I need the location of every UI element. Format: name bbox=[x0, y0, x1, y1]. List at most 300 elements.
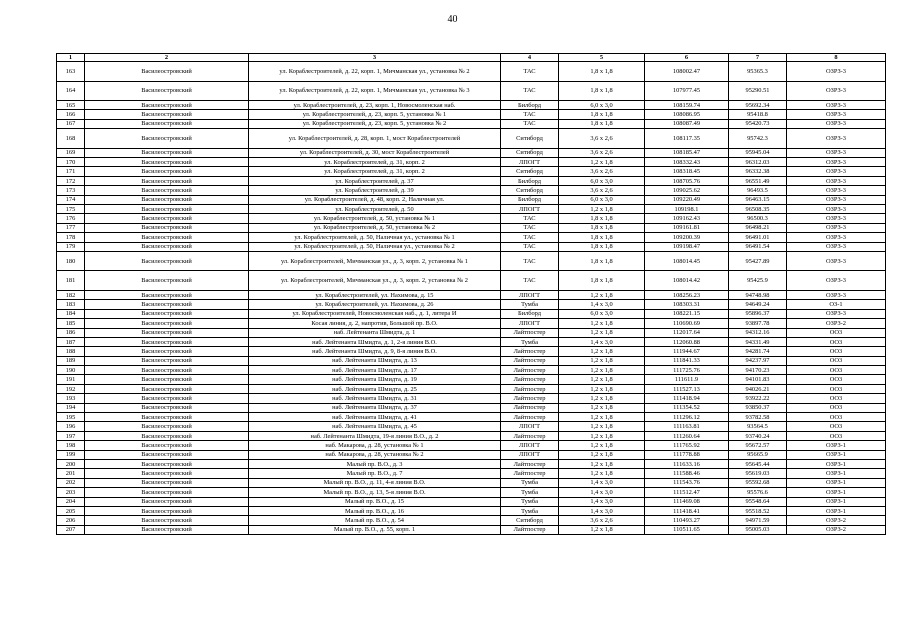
table-row bbox=[57, 148, 886, 157]
district-cell: Василеостровский bbox=[85, 337, 249, 346]
zone-cell: ОЗРЗ-1 bbox=[787, 478, 886, 487]
row-number: 188 bbox=[57, 347, 85, 356]
size-cell: 6,0 x 3,0 bbox=[559, 195, 645, 204]
address-cell: наб. Лейтенанта Шмидта, д. 37 bbox=[249, 403, 501, 412]
coordinate-y-cell: 95420.73 bbox=[729, 119, 787, 128]
coordinate-y-cell: 95548.64 bbox=[729, 497, 787, 506]
district-cell: Василеостровский bbox=[85, 403, 249, 412]
size-cell: 1,8 x 1,8 bbox=[559, 110, 645, 119]
coordinate-x-cell: 111163.81 bbox=[645, 422, 729, 431]
size-cell: 3,6 x 2,6 bbox=[559, 148, 645, 157]
coordinate-x-cell: 108221.15 bbox=[645, 309, 729, 318]
construction-type-cell: Билборд bbox=[501, 309, 559, 318]
row-number: 203 bbox=[57, 488, 85, 497]
district-cell: Василеостровский bbox=[85, 478, 249, 487]
construction-type-cell: Тумба bbox=[501, 506, 559, 515]
coordinate-y-cell: 95742.3 bbox=[729, 129, 787, 149]
address-cell: наб. Лейтенанта Шмидта, д. 13 bbox=[249, 356, 501, 365]
construction-type-cell: Лайтпостер bbox=[501, 366, 559, 375]
construction-type-cell: ТАС bbox=[501, 119, 559, 128]
zone-cell: ОЗРЗ-1 bbox=[787, 441, 886, 450]
construction-type-cell: Лайтпостер bbox=[501, 384, 559, 393]
row-number: 195 bbox=[57, 413, 85, 422]
coordinate-x-cell: 108159.74 bbox=[645, 101, 729, 110]
col-header: 2 bbox=[85, 54, 249, 62]
coordinate-y-cell: 95518.52 bbox=[729, 506, 787, 515]
construction-type-cell: Тумба bbox=[501, 488, 559, 497]
coordinate-x-cell: 109198.1 bbox=[645, 205, 729, 214]
size-cell: 1,2 x 1,8 bbox=[559, 319, 645, 328]
address-cell: ул. Кораблестроителей, д. 39 bbox=[249, 186, 501, 195]
district-cell: Василеостровский bbox=[85, 271, 249, 291]
row-number: 202 bbox=[57, 478, 85, 487]
zone-cell: ОЗРЗ-3 bbox=[787, 158, 886, 167]
size-cell: 1,2 x 1,8 bbox=[559, 460, 645, 469]
row-number: 199 bbox=[57, 450, 85, 459]
table-row bbox=[57, 62, 886, 82]
construction-type-cell: Билборд bbox=[501, 195, 559, 204]
coordinate-x-cell: 111296.12 bbox=[645, 413, 729, 422]
coordinate-x-cell: 111633.16 bbox=[645, 460, 729, 469]
address-cell: ул. Кораблестроителей, д. 48, корп. 2, Наличная ул. bbox=[249, 195, 501, 204]
row-number: 192 bbox=[57, 384, 85, 393]
coordinate-x-cell: 108117.35 bbox=[645, 129, 729, 149]
construction-type-cell: Лайтпостер bbox=[501, 525, 559, 534]
zone-cell: ОЗРЗ-3 bbox=[787, 167, 886, 176]
coordinate-y-cell: 96312.03 bbox=[729, 158, 787, 167]
row-number: 169 bbox=[57, 148, 85, 157]
table-row bbox=[57, 366, 886, 375]
coordinate-x-cell: 111418.94 bbox=[645, 394, 729, 403]
size-cell: 1,4 x 3,0 bbox=[559, 300, 645, 309]
district-cell: Василеостровский bbox=[85, 460, 249, 469]
table-row bbox=[57, 251, 886, 271]
row-number: 165 bbox=[57, 101, 85, 110]
coordinate-y-cell: 94649.24 bbox=[729, 300, 787, 309]
address-cell: Малый пр. В.О., д. 13, 5-я линия В.О. bbox=[249, 488, 501, 497]
coordinate-y-cell: 96332.38 bbox=[729, 167, 787, 176]
coordinate-x-cell: 109161.81 bbox=[645, 223, 729, 232]
coordinate-y-cell: 95672.57 bbox=[729, 441, 787, 450]
district-cell: Василеостровский bbox=[85, 101, 249, 110]
coordinate-y-cell: 96493.5 bbox=[729, 186, 787, 195]
coordinate-x-cell: 109220.49 bbox=[645, 195, 729, 204]
row-number: 173 bbox=[57, 186, 85, 195]
zone-cell: ОЗРЗ-3 bbox=[787, 81, 886, 101]
address-cell: ул. Кораблестроителей, д. 31, корп. 2 bbox=[249, 167, 501, 176]
row-number: 163 bbox=[57, 62, 85, 82]
size-cell: 1,8 x 1,8 bbox=[559, 233, 645, 242]
col-header: 7 bbox=[729, 54, 787, 62]
zone-cell: ОО3 bbox=[787, 394, 886, 403]
table-row bbox=[57, 300, 886, 309]
address-cell: Малый пр. В.О., д. 55, корп. 1 bbox=[249, 525, 501, 534]
table-row bbox=[57, 319, 886, 328]
coordinate-y-cell: 95005.03 bbox=[729, 525, 787, 534]
table-row bbox=[57, 110, 886, 119]
col-header: 8 bbox=[787, 54, 886, 62]
district-cell: Василеостровский bbox=[85, 488, 249, 497]
district-cell: Василеостровский bbox=[85, 214, 249, 223]
size-cell: 1,2 x 1,8 bbox=[559, 403, 645, 412]
row-number: 164 bbox=[57, 81, 85, 101]
zone-cell: ОЗРЗ-1 bbox=[787, 469, 886, 478]
coordinate-y-cell: 93850.37 bbox=[729, 403, 787, 412]
size-cell: 1,8 x 1,8 bbox=[559, 81, 645, 101]
district-cell: Василеостровский bbox=[85, 205, 249, 214]
zone-cell: ОЗРЗ-1 bbox=[787, 450, 886, 459]
construction-type-cell: Тумба bbox=[501, 337, 559, 346]
address-cell: ул. Кораблестроителей, д. 50 bbox=[249, 205, 501, 214]
district-cell: Василеостровский bbox=[85, 251, 249, 271]
table-row bbox=[57, 309, 886, 318]
zone-cell: ОО3 bbox=[787, 431, 886, 440]
table-row bbox=[57, 290, 886, 299]
zone-cell: ОЗРЗ-3 bbox=[787, 110, 886, 119]
district-cell: Василеостровский bbox=[85, 290, 249, 299]
coordinate-x-cell: 107977.45 bbox=[645, 81, 729, 101]
district-cell: Василеостровский bbox=[85, 81, 249, 101]
coordinate-x-cell: 108256.23 bbox=[645, 290, 729, 299]
coordinate-x-cell: 109198.47 bbox=[645, 242, 729, 251]
district-cell: Василеостровский bbox=[85, 394, 249, 403]
coordinate-x-cell: 111512.47 bbox=[645, 488, 729, 497]
row-number: 170 bbox=[57, 158, 85, 167]
size-cell: 1,2 x 1,8 bbox=[559, 441, 645, 450]
zone-cell: ОЗРЗ-2 bbox=[787, 516, 886, 525]
construction-type-cell: Ситиборд bbox=[501, 167, 559, 176]
table-row bbox=[57, 422, 886, 431]
zone-cell: ОЗРЗ-3 bbox=[787, 62, 886, 82]
size-cell: 1,8 x 1,8 bbox=[559, 271, 645, 291]
coordinate-x-cell: 112017.64 bbox=[645, 328, 729, 337]
size-cell: 1,2 x 1,8 bbox=[559, 366, 645, 375]
coordinate-x-cell: 111418.41 bbox=[645, 506, 729, 515]
address-cell: наб. Макарова, д. 28, установка № 2 bbox=[249, 450, 501, 459]
zone-cell: ОО3 bbox=[787, 384, 886, 393]
coordinate-x-cell: 108332.43 bbox=[645, 158, 729, 167]
size-cell: 1,2 x 1,8 bbox=[559, 356, 645, 365]
coordinate-y-cell: 96491.54 bbox=[729, 242, 787, 251]
table-row bbox=[57, 384, 886, 393]
table-row bbox=[57, 167, 886, 176]
table-row bbox=[57, 506, 886, 515]
district-cell: Василеостровский bbox=[85, 413, 249, 422]
col-header: 4 bbox=[501, 54, 559, 62]
district-cell: Василеостровский bbox=[85, 375, 249, 384]
size-cell: 1,2 x 1,8 bbox=[559, 290, 645, 299]
address-cell: Малый пр. В.О., д. 11, 4-я линия В.О. bbox=[249, 478, 501, 487]
address-cell: ул. Кораблестроителей, д. 22, корп. 1, Мичманская ул., установка № 2 bbox=[249, 62, 501, 82]
district-cell: Василеостровский bbox=[85, 186, 249, 195]
coordinate-x-cell: 108014.45 bbox=[645, 251, 729, 271]
zone-cell: ОЗРЗ-3 bbox=[787, 223, 886, 232]
coordinate-y-cell: 96491.01 bbox=[729, 233, 787, 242]
construction-type-cell: Лайтпостер bbox=[501, 394, 559, 403]
size-cell: 1,4 x 3,0 bbox=[559, 478, 645, 487]
coordinate-y-cell: 94312.16 bbox=[729, 328, 787, 337]
zone-cell: ОО3 bbox=[787, 422, 886, 431]
col-header: 3 bbox=[249, 54, 501, 62]
table-row bbox=[57, 450, 886, 459]
row-number: 175 bbox=[57, 205, 85, 214]
address-cell: наб. Лейтенанта Шмидта, д. 1 bbox=[249, 328, 501, 337]
row-number: 178 bbox=[57, 233, 85, 242]
size-cell: 1,8 x 1,8 bbox=[559, 251, 645, 271]
zone-cell: ОО3 bbox=[787, 328, 886, 337]
col-header: 1 bbox=[57, 54, 85, 62]
table-row bbox=[57, 403, 886, 412]
construction-type-cell: ЛПОГТ bbox=[501, 290, 559, 299]
coordinate-y-cell: 95427.89 bbox=[729, 251, 787, 271]
district-cell: Василеостровский bbox=[85, 347, 249, 356]
table-row bbox=[57, 205, 886, 214]
size-cell: 1,2 x 1,8 bbox=[559, 469, 645, 478]
district-cell: Василеостровский bbox=[85, 516, 249, 525]
address-cell: ул. Кораблестроителей, ул. Нахимова, д. 26 bbox=[249, 300, 501, 309]
row-number: 179 bbox=[57, 242, 85, 251]
size-cell: 1,2 x 1,8 bbox=[559, 413, 645, 422]
row-number: 198 bbox=[57, 441, 85, 450]
table-row bbox=[57, 158, 886, 167]
district-cell: Василеостровский bbox=[85, 319, 249, 328]
size-cell: 1,8 x 1,8 bbox=[559, 242, 645, 251]
row-number: 206 bbox=[57, 516, 85, 525]
address-cell: наб. Лейтенанта Шмидта, д. 17 bbox=[249, 366, 501, 375]
row-number: 177 bbox=[57, 223, 85, 232]
size-cell: 1,8 x 1,8 bbox=[559, 223, 645, 232]
address-cell: ул. Кораблестроителей, д. 23, корп. 5, установка № 2 bbox=[249, 119, 501, 128]
coordinate-x-cell: 108705.76 bbox=[645, 176, 729, 185]
zone-cell: ОО3 bbox=[787, 356, 886, 365]
zone-cell: ОЗ-1 bbox=[787, 300, 886, 309]
coordinate-y-cell: 94971.59 bbox=[729, 516, 787, 525]
coordinate-y-cell: 93564.5 bbox=[729, 422, 787, 431]
table-row bbox=[57, 460, 886, 469]
construction-type-cell: ТАС bbox=[501, 271, 559, 291]
table-row bbox=[57, 119, 886, 128]
district-cell: Василеостровский bbox=[85, 300, 249, 309]
coordinate-x-cell: 110511.65 bbox=[645, 525, 729, 534]
header-row bbox=[57, 54, 886, 62]
coordinate-x-cell: 108086.95 bbox=[645, 110, 729, 119]
zone-cell: ОО3 bbox=[787, 347, 886, 356]
address-cell: Малый пр. В.О., д. 54 bbox=[249, 516, 501, 525]
register-table bbox=[56, 53, 886, 535]
address-cell: ул. Кораблестроителей, д. 23, корп. 5, установка № 1 bbox=[249, 110, 501, 119]
table-row bbox=[57, 233, 886, 242]
coordinate-y-cell: 95896.37 bbox=[729, 309, 787, 318]
address-cell: наб. Макарова, д. 28, установка № 1 bbox=[249, 441, 501, 450]
coordinate-y-cell: 93782.58 bbox=[729, 413, 787, 422]
table-row bbox=[57, 431, 886, 440]
table-row bbox=[57, 347, 886, 356]
address-cell: Косая линия, д. 2, напротив, Большой пр. В.О. bbox=[249, 319, 501, 328]
size-cell: 1,2 x 1,8 bbox=[559, 422, 645, 431]
district-cell: Василеостровский bbox=[85, 195, 249, 204]
construction-type-cell: Лайтпостер bbox=[501, 347, 559, 356]
size-cell: 1,4 x 3,0 bbox=[559, 337, 645, 346]
row-number: 204 bbox=[57, 497, 85, 506]
coordinate-y-cell: 94331.49 bbox=[729, 337, 787, 346]
table-row bbox=[57, 525, 886, 534]
size-cell: 3,6 x 2,6 bbox=[559, 516, 645, 525]
address-cell: Малый пр. В.О., д. 7 bbox=[249, 469, 501, 478]
construction-type-cell: Лайтпостер bbox=[501, 413, 559, 422]
zone-cell: ОЗРЗ-3 bbox=[787, 251, 886, 271]
row-number: 197 bbox=[57, 431, 85, 440]
coordinate-y-cell: 95592.68 bbox=[729, 478, 787, 487]
coordinate-y-cell: 93740.24 bbox=[729, 431, 787, 440]
row-number: 205 bbox=[57, 506, 85, 515]
zone-cell: ОЗРЗ-2 bbox=[787, 319, 886, 328]
coordinate-y-cell: 95619.03 bbox=[729, 469, 787, 478]
zone-cell: ОЗРЗ-2 bbox=[787, 525, 886, 534]
construction-type-cell: ЛПОГТ bbox=[501, 422, 559, 431]
table-row bbox=[57, 441, 886, 450]
district-cell: Василеостровский bbox=[85, 422, 249, 431]
construction-type-cell: ТАС bbox=[501, 223, 559, 232]
table-row bbox=[57, 223, 886, 232]
coordinate-x-cell: 109025.62 bbox=[645, 186, 729, 195]
coordinate-y-cell: 95576.6 bbox=[729, 488, 787, 497]
district-cell: Василеостровский bbox=[85, 119, 249, 128]
col-header: 5 bbox=[559, 54, 645, 62]
size-cell: 1,2 x 1,8 bbox=[559, 205, 645, 214]
district-cell: Василеостровский bbox=[85, 233, 249, 242]
address-cell: ул. Кораблестроителей, Мичманская ул., д. 3, корп. 2, установка № 2 bbox=[249, 271, 501, 291]
district-cell: Василеостровский bbox=[85, 441, 249, 450]
table-row bbox=[57, 375, 886, 384]
construction-type-cell: Лайтпостер bbox=[501, 328, 559, 337]
row-number: 180 bbox=[57, 251, 85, 271]
size-cell: 6,0 x 3,0 bbox=[559, 176, 645, 185]
coordinate-x-cell: 111260.64 bbox=[645, 431, 729, 440]
register-body bbox=[57, 54, 886, 535]
size-cell: 1,2 x 1,8 bbox=[559, 450, 645, 459]
coordinate-y-cell: 96508.35 bbox=[729, 205, 787, 214]
address-cell: ул. Кораблестроителей, д. 50, Наличная ул., установка № 2 bbox=[249, 242, 501, 251]
zone-cell: ОО3 bbox=[787, 413, 886, 422]
row-number: 196 bbox=[57, 422, 85, 431]
zone-cell: ОО3 bbox=[787, 366, 886, 375]
district-cell: Василеостровский bbox=[85, 309, 249, 318]
zone-cell: ОО3 bbox=[787, 375, 886, 384]
address-cell: ул. Кораблестроителей, д. 31, корп. 2 bbox=[249, 158, 501, 167]
size-cell: 1,8 x 1,8 bbox=[559, 119, 645, 128]
size-cell: 1,2 x 1,8 bbox=[559, 347, 645, 356]
address-cell: наб. Лейтенанта Шмидта, д. 9, 8-я линия В.О. bbox=[249, 347, 501, 356]
coordinate-x-cell: 108002.47 bbox=[645, 62, 729, 82]
construction-type-cell: Лайтпостер bbox=[501, 356, 559, 365]
table-row bbox=[57, 129, 886, 149]
district-cell: Василеостровский bbox=[85, 356, 249, 365]
row-number: 193 bbox=[57, 394, 85, 403]
coordinate-y-cell: 95418.8 bbox=[729, 110, 787, 119]
table-row bbox=[57, 271, 886, 291]
table-row bbox=[57, 195, 886, 204]
coordinate-x-cell: 110493.27 bbox=[645, 516, 729, 525]
size-cell: 1,2 x 1,8 bbox=[559, 394, 645, 403]
table-row bbox=[57, 337, 886, 346]
row-number: 182 bbox=[57, 290, 85, 299]
page-number: 40 bbox=[447, 14, 458, 25]
coordinate-x-cell: 111354.52 bbox=[645, 403, 729, 412]
coordinate-y-cell: 95645.44 bbox=[729, 460, 787, 469]
size-cell: 1,2 x 1,8 bbox=[559, 384, 645, 393]
address-cell: наб. Лейтенанта Шмидта, д. 1, 2-я линия В.О. bbox=[249, 337, 501, 346]
address-cell: Малый пр. В.О., д. 15 bbox=[249, 497, 501, 506]
coordinate-y-cell: 94170.23 bbox=[729, 366, 787, 375]
zone-cell: ОЗРЗ-1 bbox=[787, 506, 886, 515]
coordinate-x-cell: 108303.31 bbox=[645, 300, 729, 309]
zone-cell: ОЗРЗ-3 bbox=[787, 214, 886, 223]
district-cell: Василеостровский bbox=[85, 176, 249, 185]
size-cell: 1,2 x 1,8 bbox=[559, 525, 645, 534]
construction-type-cell: Ситиборд bbox=[501, 186, 559, 195]
coordinate-y-cell: 95290.51 bbox=[729, 81, 787, 101]
table-row bbox=[57, 497, 886, 506]
size-cell: 1,4 x 3,0 bbox=[559, 497, 645, 506]
coordinate-x-cell: 111841.33 bbox=[645, 356, 729, 365]
construction-type-cell: ТАС bbox=[501, 81, 559, 101]
row-number: 200 bbox=[57, 460, 85, 469]
coordinate-x-cell: 111765.92 bbox=[645, 441, 729, 450]
table-row bbox=[57, 394, 886, 403]
coordinate-y-cell: 94237.97 bbox=[729, 356, 787, 365]
table-row bbox=[57, 176, 886, 185]
construction-type-cell: Ситиборд bbox=[501, 129, 559, 149]
coordinate-y-cell: 93897.78 bbox=[729, 319, 787, 328]
construction-type-cell: ЛПОГТ bbox=[501, 158, 559, 167]
address-cell: наб. Лейтенанта Шмидта, д. 41 bbox=[249, 413, 501, 422]
row-number: 186 bbox=[57, 328, 85, 337]
coordinate-y-cell: 95365.3 bbox=[729, 62, 787, 82]
coordinate-x-cell: 111725.76 bbox=[645, 366, 729, 375]
construction-type-cell: Лайтпостер bbox=[501, 469, 559, 478]
row-number: 172 bbox=[57, 176, 85, 185]
coordinate-x-cell: 110690.69 bbox=[645, 319, 729, 328]
coordinate-y-cell: 95692.34 bbox=[729, 101, 787, 110]
district-cell: Василеостровский bbox=[85, 450, 249, 459]
row-number: 167 bbox=[57, 119, 85, 128]
construction-type-cell: Лайтпостер bbox=[501, 403, 559, 412]
row-number: 166 bbox=[57, 110, 85, 119]
size-cell: 1,4 x 3,0 bbox=[559, 488, 645, 497]
coordinate-x-cell: 108318.45 bbox=[645, 167, 729, 176]
row-number: 185 bbox=[57, 319, 85, 328]
row-number: 189 bbox=[57, 356, 85, 365]
address-cell: ул. Кораблестроителей, д. 50, установка № 2 bbox=[249, 223, 501, 232]
construction-type-cell: Ситиборд bbox=[501, 516, 559, 525]
coordinate-y-cell: 96500.3 bbox=[729, 214, 787, 223]
address-cell: наб. Лейтенанта Шмидта, д. 45 bbox=[249, 422, 501, 431]
zone-cell: ОЗРЗ-3 bbox=[787, 205, 886, 214]
coordinate-y-cell: 95665.9 bbox=[729, 450, 787, 459]
district-cell: Василеостровский bbox=[85, 223, 249, 232]
size-cell: 1,8 x 1,8 bbox=[559, 62, 645, 82]
district-cell: Василеостровский bbox=[85, 525, 249, 534]
row-number: 176 bbox=[57, 214, 85, 223]
row-number: 194 bbox=[57, 403, 85, 412]
table-row bbox=[57, 488, 886, 497]
coordinate-y-cell: 94281.74 bbox=[729, 347, 787, 356]
address-cell: наб. Лейтенанта Шмидта, 19-я линия В.О., д. 2 bbox=[249, 431, 501, 440]
district-cell: Василеостровский bbox=[85, 148, 249, 157]
size-cell: 3,6 x 2,6 bbox=[559, 129, 645, 149]
construction-type-cell: ЛПОГТ bbox=[501, 319, 559, 328]
row-number: 181 bbox=[57, 271, 85, 291]
